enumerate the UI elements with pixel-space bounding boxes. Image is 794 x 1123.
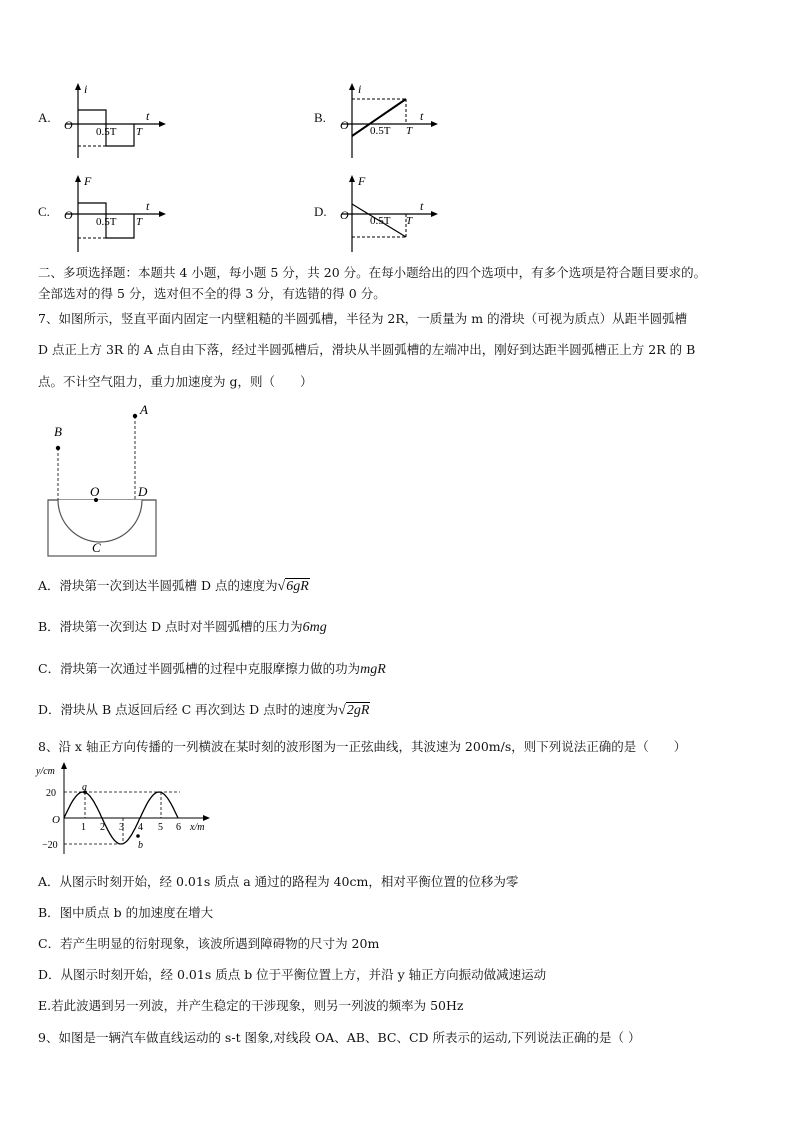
svg-text:0.5T: 0.5T [370, 125, 391, 137]
section-2-line-1: 二、多项选择题：本题共 4 小题，每小题 5 分，共 20 分。在每小题给出的四个选项中，有多个选项是符合题目要求的。 [38, 265, 707, 280]
q8-option-c: C．若产生明显的衍射现象，该波所遇到障碍物的尺寸为 20m [38, 936, 380, 951]
svg-text:t: t [146, 199, 150, 213]
q7-stem-line-2: D 点正上方 3R 的 A 点自由下落，经过半圆弧槽后，滑块从半圆弧槽的左端冲出，刚好到达距半圆弧槽正上方 2R 的 B [38, 342, 696, 357]
svg-text:0.5T: 0.5T [96, 216, 117, 228]
option-c-graph [62, 174, 172, 254]
svg-text:i: i [358, 82, 362, 96]
option-b-letter: B. [314, 110, 326, 125]
svg-text:O: O [52, 814, 60, 826]
q8-option-b: B．图中质点 b 的加速度在增大 [38, 905, 214, 920]
q7-figure-half-pipe [40, 396, 170, 562]
svg-text:t: t [146, 109, 150, 123]
label-a: A [140, 402, 148, 417]
svg-text:O: O [340, 118, 349, 132]
svg-text:F: F [84, 174, 92, 188]
x-tick: 5 [158, 822, 163, 833]
svg-text:T: T [136, 216, 143, 228]
svg-text:F: F [358, 174, 366, 188]
y-tick-neg-20: −20 [42, 840, 58, 851]
q8-option-a: A．从图示时刻开始，经 0.01s 质点 a 通过的路程为 40cm，相对平衡位置的位移为零 [38, 874, 519, 889]
x-tick: 1 [81, 822, 86, 833]
svg-text:T: T [406, 125, 413, 137]
q7-option-d: D．滑块从 B 点返回后经 C 再次到达 D 点时的速度为√2gR [38, 702, 370, 718]
q7-stem-line-1: 7、如图所示，竖直平面内固定一内壁粗糙的半圆弧槽，半径为 2R，一质量为 m 的滑块（可视为质点）从距半圆弧槽 [38, 311, 688, 326]
label-c: C [92, 540, 101, 555]
option-d-graph [338, 174, 448, 254]
point-b-label: b [138, 840, 143, 851]
svg-text:0.5T: 0.5T [96, 126, 117, 138]
svg-text:0.5T: 0.5T [370, 215, 391, 227]
option-b-graph [338, 82, 448, 160]
q8-wave-graph [34, 760, 214, 856]
q7-option-a: A．滑块第一次到达半圆弧槽 D 点的速度为√6gR [38, 578, 309, 594]
svg-text:T: T [406, 215, 413, 227]
svg-text:O: O [64, 118, 73, 132]
svg-text:t: t [420, 199, 424, 213]
x-tick: 4 [138, 822, 143, 833]
x-axis-label: x/m [190, 822, 205, 833]
x-tick: 2 [100, 822, 105, 833]
q9-stem: 9、如图是一辆汽车做直线运动的 s-t 图象,对线段 OA、AB、BC、CD 所表示的运动,下列说法正确的是（ ） [38, 1030, 641, 1045]
q7-stem-line-3: 点。不计空气阻力，重力加速度为 g，则（ ） [38, 374, 313, 389]
q7-option-c: C．滑块第一次通过半圆弧槽的过程中克服摩擦力做的功为mgR [38, 661, 386, 677]
label-d: D [138, 484, 148, 499]
label-b: B [54, 424, 62, 439]
axis-label: i [84, 82, 88, 96]
q8-stem: 8、沿 x 轴正方向传播的一列横波在某时刻的波形图为一正弦曲线，其波速为 200m/s，则下列说法正确的是（ ） [38, 739, 687, 754]
option-d-letter: D. [314, 204, 327, 219]
q8-option-d: D．从图示时刻开始，经 0.01s 质点 b 位于平衡位置上方，并沿 y 轴正方向振动做减速运动 [38, 967, 547, 982]
point-a-label: a [82, 782, 87, 793]
svg-text:O: O [340, 208, 349, 222]
label-o: O [90, 484, 100, 499]
option-a-letter: A. [38, 110, 51, 125]
option-c-letter: C. [38, 204, 50, 219]
svg-text:O: O [64, 208, 73, 222]
svg-text:t: t [420, 109, 424, 123]
x-tick: 6 [176, 822, 181, 833]
section-2-line-2: 全部选对的得 5 分，选对但不全的得 3 分，有选错的得 0 分。 [38, 286, 386, 301]
option-a-graph [62, 82, 172, 160]
q8-option-e: E.若此波遇到另一列波，并产生稳定的干涉现象，则另一列波的频率为 50Hz [38, 998, 464, 1013]
q7-option-b: B．滑块第一次到达 D 点时对半圆弧槽的压力为6mg [38, 619, 327, 635]
y-tick-20: 20 [46, 788, 56, 799]
x-tick: 3 [119, 822, 124, 833]
y-axis-label: y/cm [36, 766, 55, 777]
svg-text:T: T [136, 126, 143, 138]
